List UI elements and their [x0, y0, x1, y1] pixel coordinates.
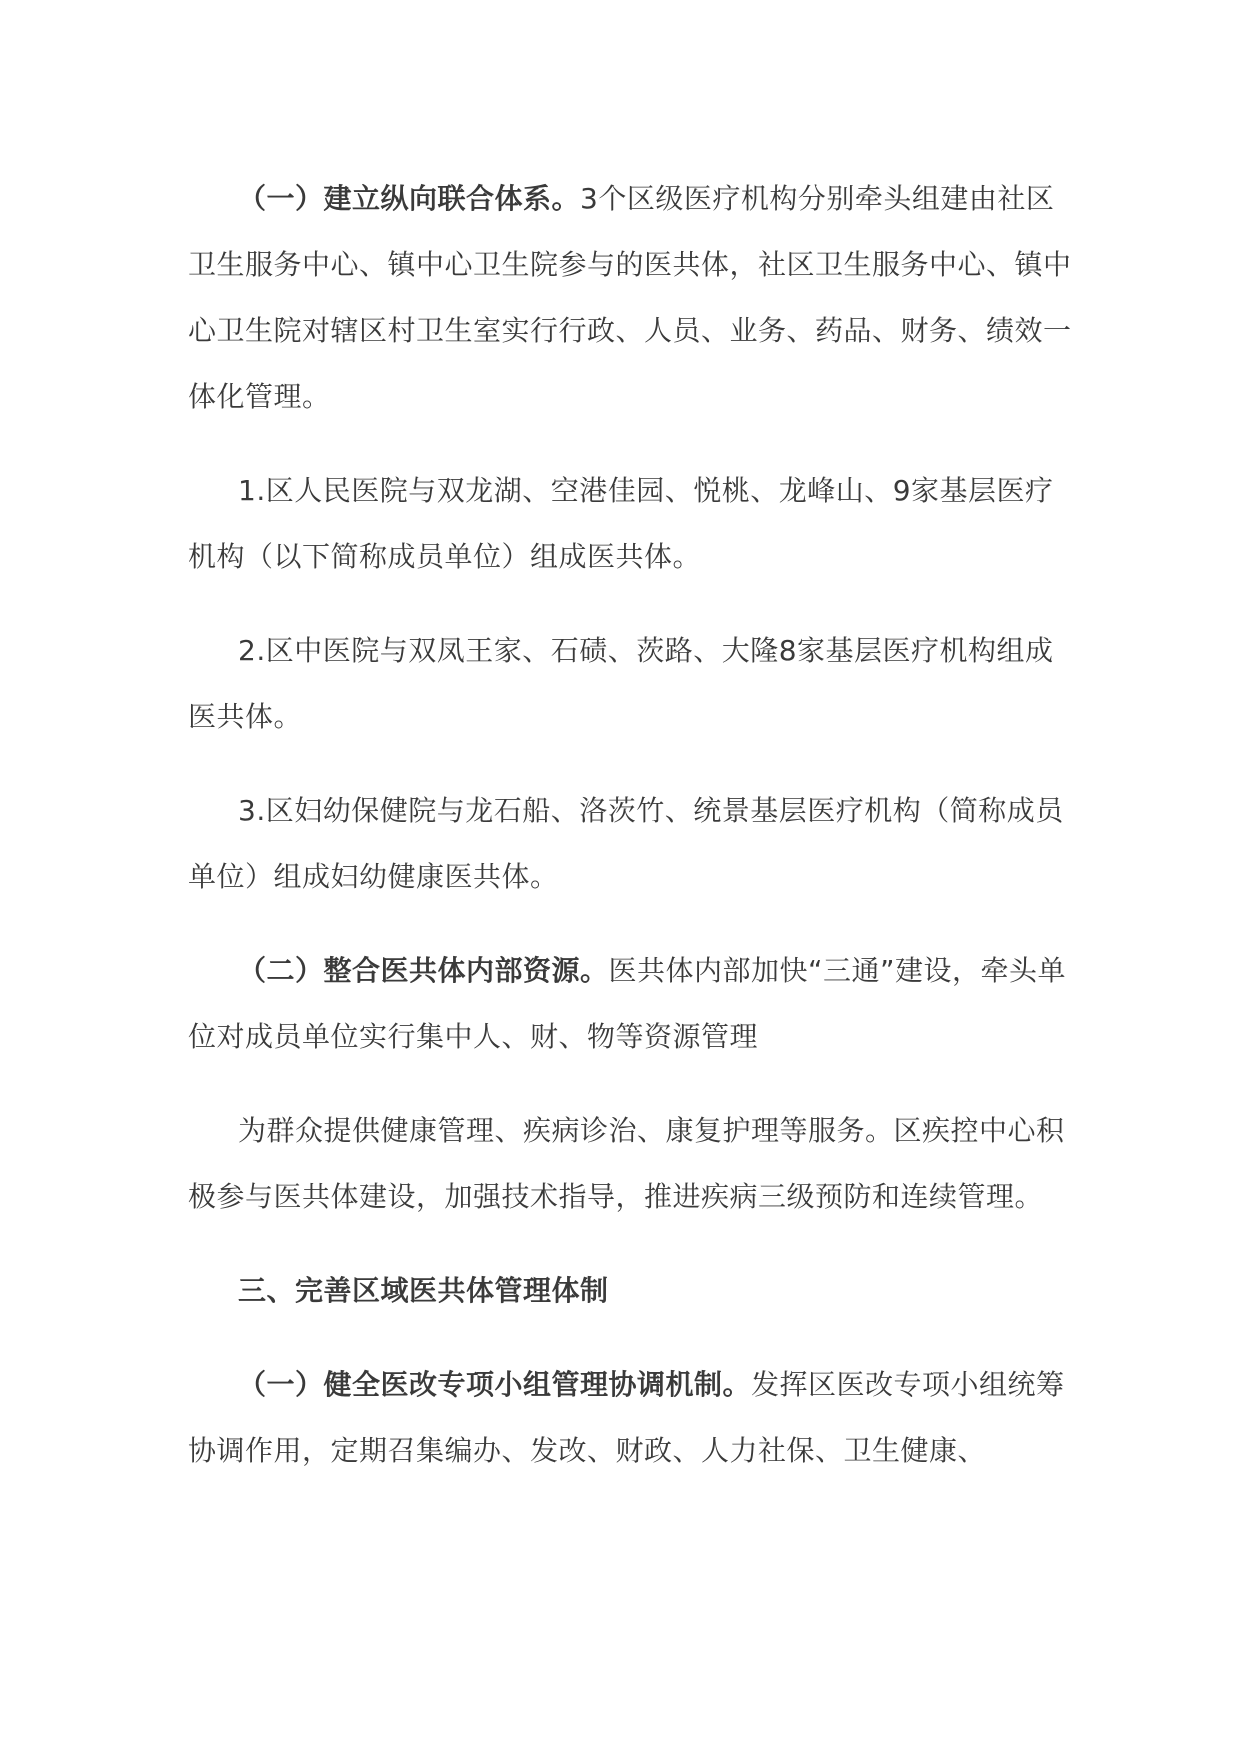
paragraph-vertical-alliance [188, 166, 1078, 430]
paragraph-services [188, 1098, 1078, 1230]
section-heading-management [188, 1258, 1078, 1324]
paragraph-item-2 [188, 618, 1078, 750]
paragraph-text: 2.区中医院与双凤王家、石碛、茨路、大隆8家基层医疗机构组成医共体。 [188, 634, 1054, 733]
document-body [188, 166, 1078, 1484]
paragraph-text: 3个区级医疗机构分别牵头组建由社区卫生服务中心、镇中心卫生院参与的医共体，社区卫生服务中心、镇中心卫生院对辖区村卫生室实行行政、人员、业务、药品、财务、绩效一体化管理。 [188, 182, 1072, 413]
paragraph-text: 发挥区医改专项小组统筹协调作用，定期召集编办、发改、财政、人力社保、卫生健康、 [188, 1368, 1065, 1467]
paragraph-lead: （一）健全医改专项小组管理协调机制。 [238, 1368, 752, 1401]
paragraph-text: 3.区妇幼保健院与龙石船、洛茨竹、统景基层医疗机构（简称成员单位）组成妇幼健康医共体。 [188, 794, 1064, 893]
paragraph-lead: （二）整合医共体内部资源。 [238, 954, 609, 987]
paragraph-coordination-mechanism [188, 1352, 1078, 1484]
section-heading-text: 三、完善区域医共体管理体制 [238, 1274, 609, 1307]
paragraph-item-3 [188, 778, 1078, 910]
paragraph-integrate-resources [188, 938, 1078, 1070]
paragraph-item-1 [188, 458, 1078, 590]
paragraph-lead: （一）建立纵向联合体系。 [238, 182, 581, 215]
paragraph-text: 为群众提供健康管理、疾病诊治、康复护理等服务。区疾控中心积极参与医共体建设，加强技术指导，推进疾病三级预防和连续管理。 [188, 1114, 1065, 1213]
paragraph-text: 医共体内部加快“三通”建设，牵头单位对成员单位实行集中人、财、物等资源管理 [188, 954, 1067, 1053]
paragraph-text: 1.区人民医院与双龙湖、空港佳园、悦桃、龙峰山、9家基层医疗机构（以下简称成员单位）组成医共体。 [188, 474, 1054, 573]
